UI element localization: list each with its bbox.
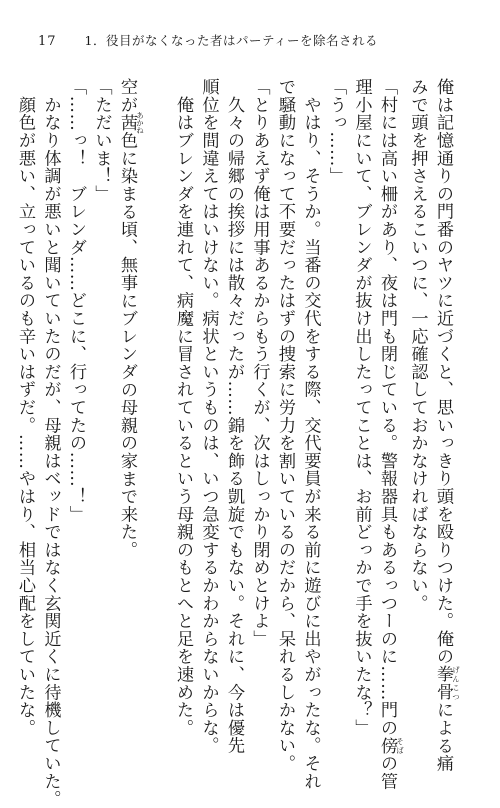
text-run: 「とりあえず俺は用事あるからもう行くが、次はしっかり閉めとけよ」 — [249, 78, 270, 648]
text-line — [37, 78, 63, 808]
text-run: やはり、そうか。当番の交代をする際、交代要員が来る前に遊びに出やがったな。それ — [300, 78, 321, 790]
text-line — [114, 78, 145, 668]
text-run: 顔色が悪い、立っているのも辛いはずだ。……やはり、相当心配をしていたな。 — [15, 78, 35, 737]
text-run: 「村には高い柵があり、夜は門も閉じている。警報器具もあるっつーのに……門の — [377, 78, 397, 737]
ruby-base: 茜 — [117, 111, 137, 134]
ruby-base: 傍 — [377, 736, 397, 755]
text-line — [170, 78, 196, 737]
running-header — [38, 31, 378, 49]
text-run: 「うっ……」 — [326, 78, 346, 185]
text-line — [246, 78, 272, 668]
text-line — [374, 78, 405, 790]
chapter-title: 1．役目がなくなった者はパーティーを除名される — [84, 33, 379, 48]
text-run: みで頭を押さえるこいつに、一応確認しておかなければならない。 — [407, 78, 428, 612]
ruby-kenkotsu — [433, 665, 461, 702]
text-run: 俺はブレンダを連れて、病魔に冒されているという母親のもとへと足を速めた。 — [173, 78, 193, 737]
text-line — [404, 78, 430, 668]
text-run: 俺は記憶通りの門番のヤツに近づくと、思いっきり頭を殴りつけた。俺の — [433, 78, 453, 666]
text-line — [348, 78, 374, 737]
text-line — [323, 78, 349, 668]
text-line — [63, 78, 89, 668]
text-line — [221, 78, 247, 755]
text-line — [272, 78, 298, 773]
page-number: 17 — [38, 34, 57, 49]
text-run: で騒動になって不要だったはずの捜索に労力を割いているのだから、呆れるしかない。 — [275, 78, 295, 773]
ruby-reading: あかね — [135, 111, 145, 134]
text-line — [297, 78, 323, 790]
ruby-akane — [117, 111, 145, 134]
ruby-reading: げんこつ — [451, 665, 461, 701]
text-run: の管 — [377, 754, 397, 790]
text-line — [195, 78, 221, 755]
text-run: による痛 — [433, 701, 453, 773]
novel-body-text — [12, 78, 461, 808]
text-run: かなり体調が悪いと聞いていたのだが、母親はベッドではなく玄関近くに待機していた。 — [40, 78, 61, 808]
text-run: 順位を間違えてはいけない。病状というものは、いつ急変するかわからないからな。 — [198, 78, 219, 755]
ruby-katawara — [377, 736, 405, 755]
text-run: 「……っ！ ブレンダ……どこに、行ってたの……！」 — [66, 78, 86, 523]
text-run: 理小屋にいて、ブレンダが抜け出したってことは、お前どっかで手を抜いたな？」 — [351, 78, 372, 737]
text-run: 「ただいま！」 — [91, 78, 112, 203]
text-line — [88, 78, 114, 668]
text-run: 空が — [117, 78, 137, 114]
text-line — [430, 78, 461, 773]
ruby-base: 拳骨 — [433, 665, 453, 702]
text-run: 久々の帰郷の挨拶には散々だったが……錦を飾る凱旋でもない。それに、今は優先 — [224, 78, 244, 755]
text-run: 色に染まる頃、無事にブレンダの母親の家まで来た。 — [117, 131, 137, 559]
blank-line — [144, 78, 170, 668]
ruby-reading: そば — [395, 736, 405, 755]
text-line — [12, 78, 38, 737]
